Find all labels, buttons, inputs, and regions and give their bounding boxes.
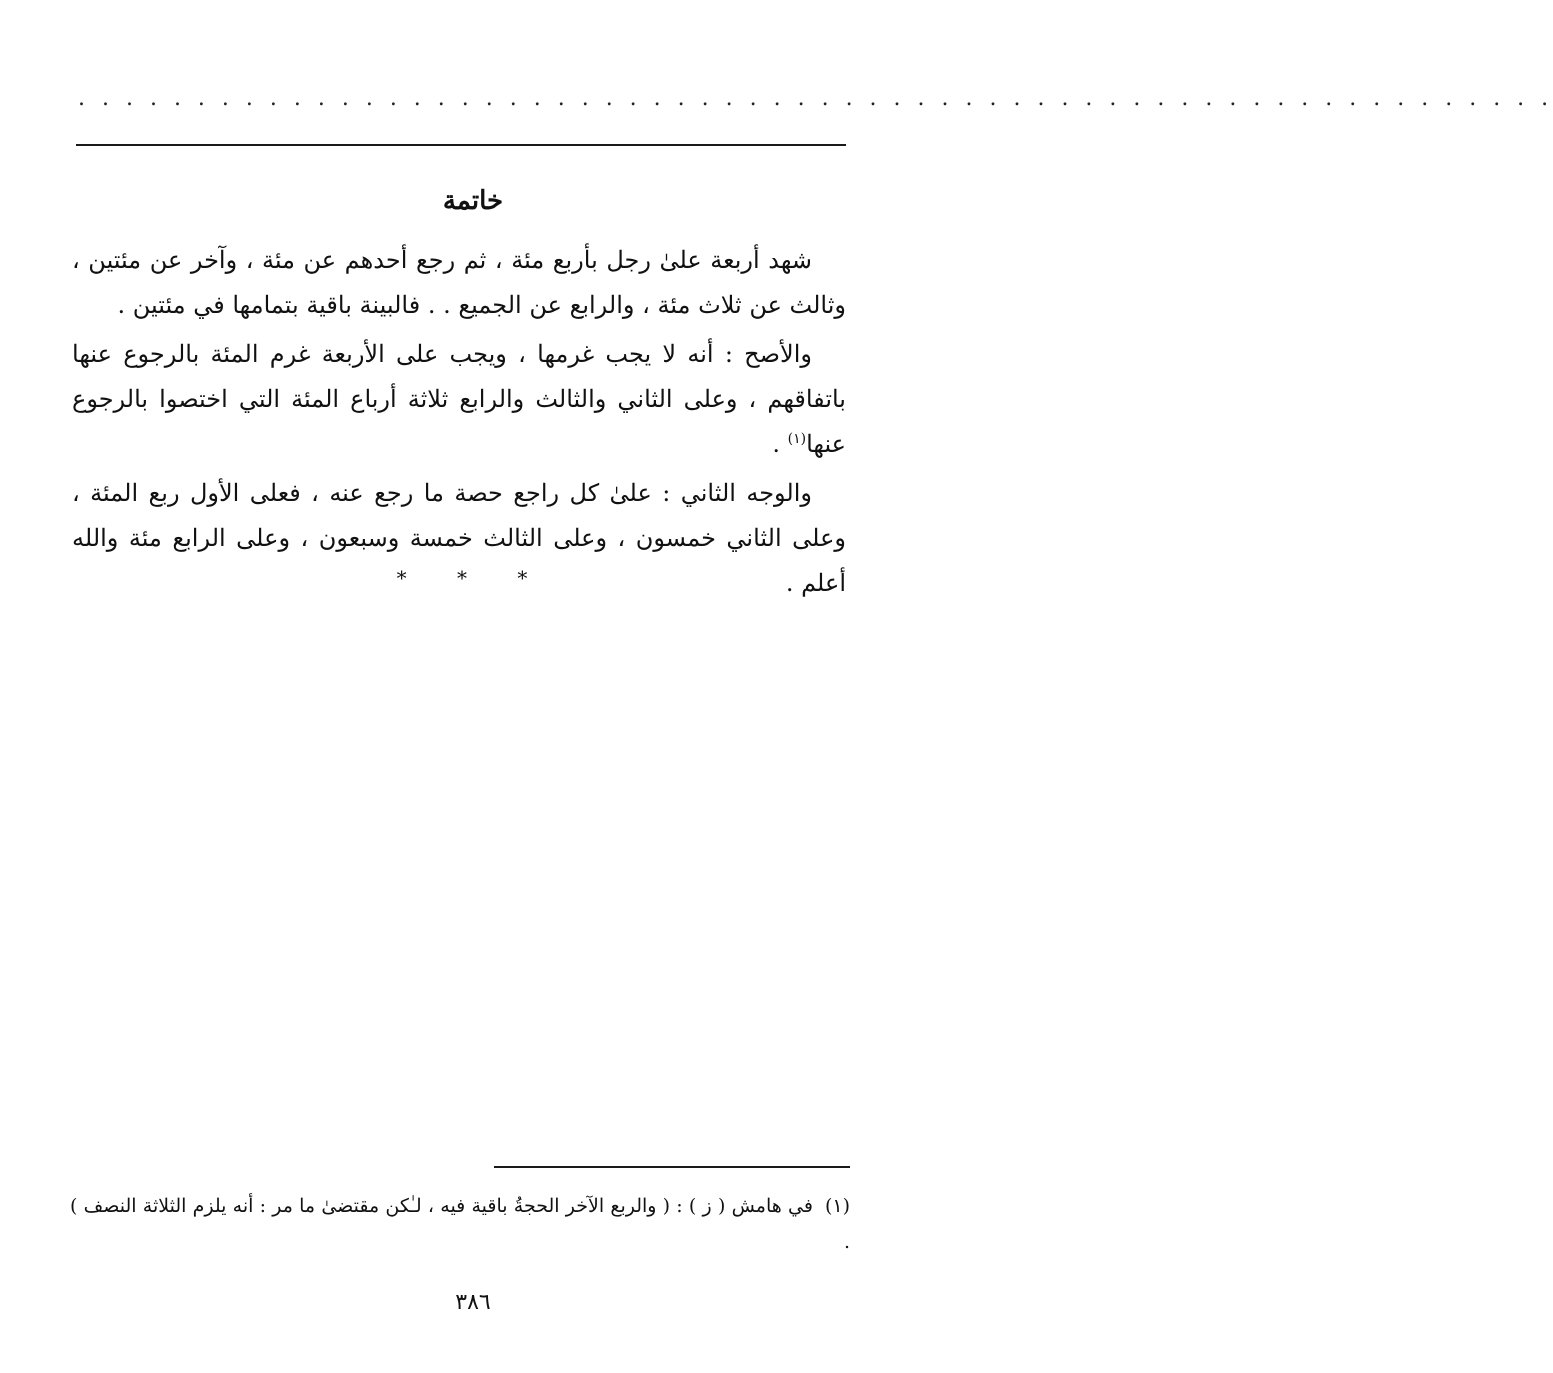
section-title: خاتمة — [442, 186, 504, 216]
footnote-reference: (١) — [787, 431, 807, 447]
footnote-number: (١) — [824, 1195, 850, 1217]
footnote-rule — [494, 1166, 850, 1168]
header-dotted-line: . . . . . . . . . . . . . . . . . . . . . . . . . . . . . . . . . . . . . . . . . . . . . . . . . . . . . . . . . . . . . . — [78, 86, 1553, 111]
footnote-text: في هامش ( ز ) : ( والربع الآخر الحجةُ باقية فيه ، لـٰكن مقتضىٰ ما مر : أنه يلزم الثلاثة النصف ) . — [70, 1195, 850, 1253]
section-separator: * * * — [396, 566, 550, 590]
header-rule — [76, 144, 846, 146]
paragraph-2-text: والأصح : أنه لا يجب غرمها ، ويجب على الأربعة غرم المئة بالرجوع عنها باتفاقهم ، وعلى الثاني والثالث والرابع ثلاثة أرباع المئة التي اختصوا بالرجوع عنها — [72, 340, 846, 458]
main-text — [72, 238, 846, 610]
page-number: ٣٨٦ — [455, 1290, 491, 1315]
footnote — [70, 1188, 850, 1260]
paragraph-2 — [72, 332, 846, 467]
paragraph-1: شهد أربعة علىٰ رجل بأربع مئة ، ثم رجع أحدهم عن مئة ، وآخر عن مئتين ، وثالث عن ثلاث مئة ، والرابع عن الجميع . . فالبينة باقية بتمامها في مئتين . — [72, 246, 846, 319]
paragraph-2-end: . — [772, 430, 788, 458]
paragraph-3: والوجه الثاني : علىٰ كل راجع حصة ما رجع عنه ، فعلى الأول ربع المئة ، وعلى الثاني خمسون ، وعلى الثالث خمسة وسبعون ، وعلى الرابع مئة والله أعلم . — [72, 479, 846, 597]
